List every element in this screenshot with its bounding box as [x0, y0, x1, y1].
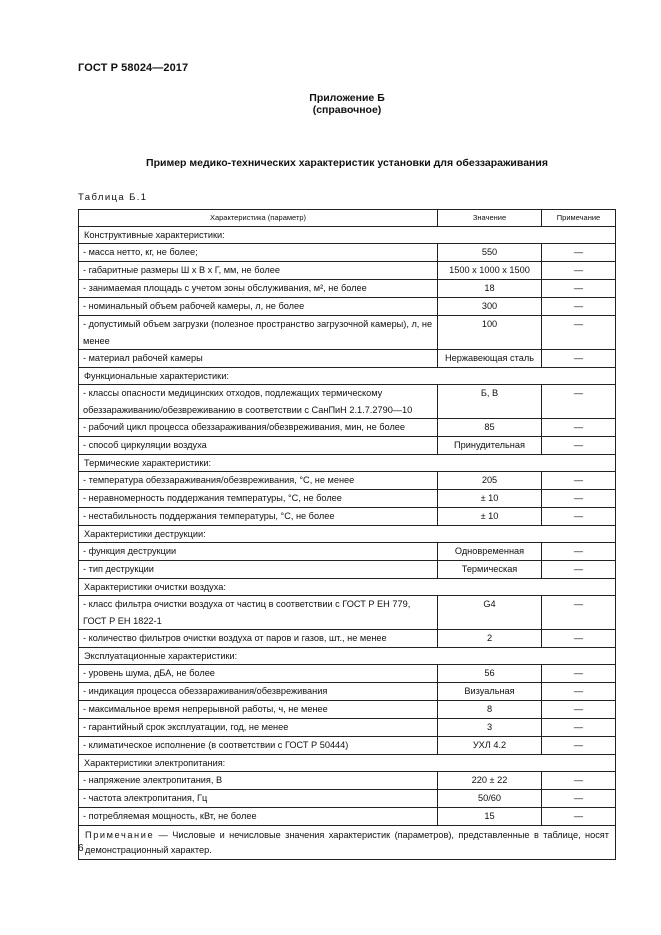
footnote-text: — Числовые и нечисловые значения характеристик (параметров), представленные в таблице, носят демонстрационный характер.: [85, 830, 609, 855]
section-heading: Характеристики электропитания:: [79, 755, 616, 772]
characteristic-cell: - рабочий цикл процесса обеззараживания/обезвреживания, мин, не более: [79, 419, 438, 437]
value-cell: 18: [438, 280, 542, 298]
value-cell: 550: [438, 244, 542, 262]
header-note: Примечание: [542, 210, 616, 227]
table-caption: Таблица Б.1: [78, 192, 148, 203]
table-row: [79, 719, 616, 737]
value-cell: 3: [438, 719, 542, 737]
characteristic-cell: - занимаемая площадь с учетом зоны обслуживания, м², не более: [79, 280, 438, 298]
value-cell: УХЛ 4.2: [438, 737, 542, 755]
characteristic-cell: - потребляемая мощность, кВт, не более: [79, 808, 438, 826]
table-footnote: [79, 826, 616, 860]
note-cell: —: [542, 262, 616, 280]
characteristic-cell: - индикация процесса обеззараживания/обезвреживания: [79, 683, 438, 701]
characteristic-cell: - габаритные размеры Ш х В х Г, мм, не более: [79, 262, 438, 280]
note-cell: —: [542, 701, 616, 719]
value-cell: 100: [438, 316, 542, 350]
value-cell: Одновременная: [438, 543, 542, 561]
document-code: ГОСТ Р 58024—2017: [78, 62, 189, 74]
annex-title: Приложение Б: [309, 92, 385, 104]
header-characteristic: Характеристика (параметр): [79, 210, 438, 227]
note-cell: —: [542, 808, 616, 826]
section-row: [79, 526, 616, 543]
table-row: [79, 437, 616, 455]
value-cell: 220 ± 22: [438, 772, 542, 790]
note-cell: —: [542, 419, 616, 437]
section-row: [79, 579, 616, 596]
characteristic-cell: - неравномерность поддержания температуры, °С, не более: [79, 490, 438, 508]
section-row: [79, 648, 616, 665]
note-cell: —: [542, 298, 616, 316]
annex-heading: [0, 92, 661, 116]
note-cell: —: [542, 790, 616, 808]
note-cell: —: [542, 683, 616, 701]
characteristic-cell: - нестабильность поддержания температуры, °С, не более: [79, 508, 438, 526]
table-row: [79, 683, 616, 701]
table-row: [79, 665, 616, 683]
table-row: [79, 419, 616, 437]
value-cell: 8: [438, 701, 542, 719]
note-cell: —: [542, 472, 616, 490]
note-cell: —: [542, 350, 616, 368]
characteristic-cell: - тип деструкции: [79, 561, 438, 579]
note-cell: —: [542, 437, 616, 455]
note-cell: —: [542, 490, 616, 508]
table-row: [79, 490, 616, 508]
section-heading: Эксплуатационные характеристики:: [79, 648, 616, 665]
section-heading: Термические характеристики:: [79, 455, 616, 472]
table-row: [79, 472, 616, 490]
table-row: [79, 508, 616, 526]
characteristic-cell: - частота электропитания, Гц: [79, 790, 438, 808]
characteristic-cell: - материал рабочей камеры: [79, 350, 438, 368]
value-cell: Визуальная: [438, 683, 542, 701]
characteristic-cell: - класс фильтра очистки воздуха от частиц в соответствии с ГОСТ Р ЕН 779, ГОСТ Р ЕН 1822-1: [79, 596, 438, 630]
table-row: [79, 790, 616, 808]
table-row: [79, 385, 616, 419]
section-heading: Характеристики очистки воздуха:: [79, 579, 616, 596]
document-title-text: Пример медико-технических характеристик установки для обеззараживания: [146, 157, 548, 169]
value-cell: 205: [438, 472, 542, 490]
note-cell: —: [542, 630, 616, 648]
section-row: [79, 455, 616, 472]
value-cell: ± 10: [438, 508, 542, 526]
characteristic-cell: - температура обеззараживания/обезвреживания, °С, не менее: [79, 472, 438, 490]
characteristics-table: [78, 209, 616, 860]
section-row: [79, 368, 616, 385]
note-cell: —: [542, 561, 616, 579]
characteristic-cell: - климатическое исполнение (в соответствии с ГОСТ Р 50444): [79, 737, 438, 755]
document-title: [0, 157, 661, 169]
annex-subtitle: (справочное): [312, 104, 382, 116]
note-cell: —: [542, 719, 616, 737]
table-row: [79, 561, 616, 579]
table-header-row: [79, 210, 616, 227]
section-heading: Характеристики деструкции:: [79, 526, 616, 543]
characteristic-cell: - способ циркуляции воздуха: [79, 437, 438, 455]
value-cell: Принудительная: [438, 437, 542, 455]
value-cell: 85: [438, 419, 542, 437]
table-footnote-row: [79, 826, 616, 860]
table-body: [79, 227, 616, 826]
footnote-label: Примечание: [85, 830, 155, 840]
table-row: [79, 737, 616, 755]
note-cell: —: [542, 665, 616, 683]
note-cell: —: [542, 280, 616, 298]
note-cell: —: [542, 316, 616, 350]
note-cell: —: [542, 596, 616, 630]
value-cell: 50/60: [438, 790, 542, 808]
table-row: [79, 316, 616, 350]
value-cell: 56: [438, 665, 542, 683]
table-row: [79, 701, 616, 719]
value-cell: Б, В: [438, 385, 542, 419]
table-row: [79, 298, 616, 316]
section-heading: Конструктивные характеристики:: [79, 227, 616, 244]
characteristic-cell: - количество фильтров очистки воздуха от паров и газов, шт., не менее: [79, 630, 438, 648]
table-row: [79, 262, 616, 280]
characteristic-cell: - функция деструкции: [79, 543, 438, 561]
characteristic-cell: - максимальное время непрерывной работы, ч, не менее: [79, 701, 438, 719]
table-row: [79, 280, 616, 298]
table-row: [79, 772, 616, 790]
section-row: [79, 755, 616, 772]
note-cell: —: [542, 543, 616, 561]
value-cell: G4: [438, 596, 542, 630]
section-heading: Функциональные характеристики:: [79, 368, 616, 385]
table-row: [79, 350, 616, 368]
table-row: [79, 808, 616, 826]
table-row: [79, 596, 616, 630]
characteristic-cell: - масса нетто, кг, не более;: [79, 244, 438, 262]
characteristic-cell: - классы опасности медицинских отходов, подлежащих термическому обеззараживанию/обезвреживанию в соответствии с СанПиН 2.1.7.2790—10: [79, 385, 438, 419]
table-row: [79, 244, 616, 262]
page-number: 6: [78, 843, 84, 854]
note-cell: —: [542, 737, 616, 755]
characteristic-cell: - уровень шума, дБА, не более: [79, 665, 438, 683]
characteristic-cell: - напряжение электропитания, В: [79, 772, 438, 790]
value-cell: 2: [438, 630, 542, 648]
value-cell: 300: [438, 298, 542, 316]
table-row: [79, 630, 616, 648]
characteristic-cell: - допустимый объем загрузки (полезное пространство загрузочной камеры), л, не менее: [79, 316, 438, 350]
value-cell: ± 10: [438, 490, 542, 508]
characteristic-cell: - номинальный объем рабочей камеры, л, не более: [79, 298, 438, 316]
value-cell: 1500 х 1000 х 1500: [438, 262, 542, 280]
note-cell: —: [542, 244, 616, 262]
table-row: [79, 543, 616, 561]
note-cell: —: [542, 385, 616, 419]
note-cell: —: [542, 508, 616, 526]
note-cell: —: [542, 772, 616, 790]
section-row: [79, 227, 616, 244]
value-cell: Термическая: [438, 561, 542, 579]
header-value: Значение: [438, 210, 542, 227]
value-cell: 15: [438, 808, 542, 826]
value-cell: Нержавеющая сталь: [438, 350, 542, 368]
characteristic-cell: - гарантийный срок эксплуатации, год, не менее: [79, 719, 438, 737]
